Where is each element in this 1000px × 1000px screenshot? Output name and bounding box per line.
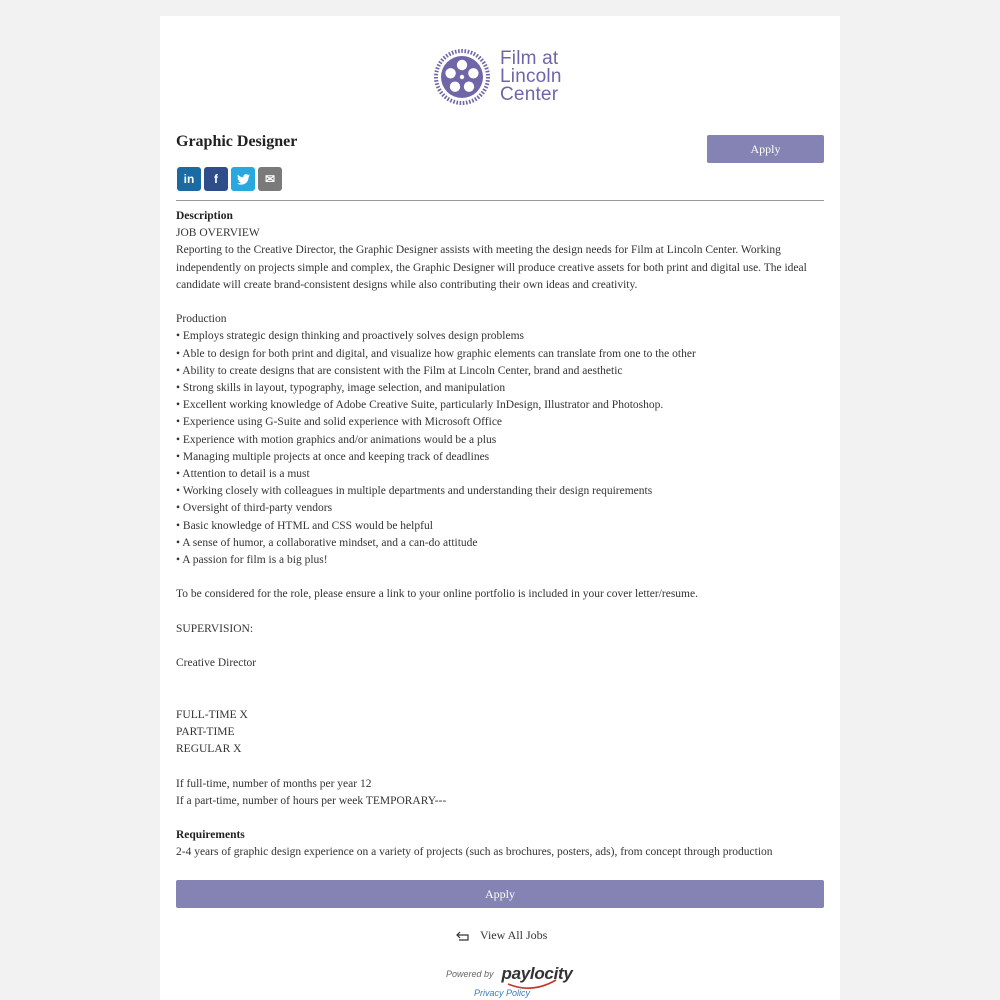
twitter-share-button[interactable] [231,167,255,191]
return-arrow-icon [456,931,470,941]
logo-line-3: Center [500,84,559,105]
share-buttons [177,167,282,191]
supervisor: Creative Director [176,657,257,670]
list-item: • Able to design for both print and digital, and visualize how graphic elements can translate from one to the other [176,347,696,360]
portfolio-note: To be considered for the role, please ensure a link to your online portfolio is included in your cover letter/resume. [176,588,698,601]
envelope-icon: ✉ [264,172,276,186]
regular-line: REGULAR X [176,743,242,756]
facebook-icon: f [214,172,218,186]
apply-button-bottom[interactable]: Apply [176,880,824,908]
list-item: • Employs strategic design thinking and proactively solves design problems [176,330,525,343]
email-share-button[interactable] [258,167,282,191]
list-item: • Basic knowledge of HTML and CSS would be helpful [176,519,433,532]
hours-line: If a part-time, number of hours per week TEMPORARY--- [176,794,447,807]
logo-line-2: Lincoln [500,66,562,87]
film-reel-icon [434,49,490,105]
apply-button-top[interactable]: Apply [707,135,824,163]
overview-text: Reporting to the Creative Director, the Graphic Designer assists with meeting the design needs for Film at Lincoln Center. Working independently on projects simple and complex, the Graphic Designer will produce creative assets for both print and digital use. The ideal candidate will create brand-consistent designs while also contributing their own ideas and creativity. [176,244,807,291]
facebook-share-button[interactable] [204,167,228,191]
full-time-line: FULL-TIME X [176,708,248,721]
supervision-label: SUPERVISION: [176,622,254,635]
job-description [176,208,824,862]
powered-by-paylocity [446,964,573,984]
part-time-line: PART-TIME [176,726,235,738]
divider [176,200,824,201]
list-item: • Experience using G-Suite and solid experience with Microsoft Office [176,416,503,429]
linkedin-icon: in [183,172,195,186]
list-item: • Experience with motion graphics and/or animations would be a plus [176,433,497,446]
months-line: If full-time, number of months per year 12 [176,777,372,790]
list-item: • A sense of humor, a collaborative mindset, and a can-do attitude [176,536,478,549]
list-item: • A passion for film is a big plus! [176,554,328,567]
list-item: • Oversight of third-party vendors [176,502,333,515]
twitter-icon [237,174,250,185]
logo-line-1: Film at [500,48,559,69]
production-label: Production [176,313,227,326]
logo-wordmark [500,50,562,104]
film-at-lincoln-center-logo[interactable] [434,48,564,106]
paylocity-wordmark: paylocity [501,964,573,983]
list-item: • Working closely with colleagues in multiple departments and understanding their design requirements [176,485,653,498]
linkedin-share-button[interactable] [177,167,201,191]
paylocity-logo[interactable] [502,964,573,984]
list-item: • Attention to detail is a must [176,468,310,481]
description-heading: Description [176,210,233,222]
view-all-jobs-link[interactable] [456,928,547,943]
list-item: • Managing multiple projects at once and keeping track of deadlines [176,450,490,463]
list-item: • Strong skills in layout, typography, image selection, and manipulation [176,382,506,395]
view-all-jobs-label: View All Jobs [480,928,548,942]
job-title: Graphic Designer [176,133,298,150]
list-item: • Ability to create designs that are consistent with the Film at Lincoln Center, brand and aesthetic [176,364,623,377]
requirements-text: 2-4 years of graphic design experience on a variety of projects (such as brochures, posters, ads), from concept through production [176,846,773,859]
requirements-heading: Requirements [176,829,245,842]
powered-by-label: Powered by [446,969,494,979]
job-card [160,16,840,1000]
list-item: • Excellent working knowledge of Adobe Creative Suite, particularly InDesign, Illustrator and Photoshop. [176,399,664,412]
overview-label: JOB OVERVIEW [176,227,260,240]
privacy-policy-link[interactable]: Privacy Policy [474,988,531,998]
